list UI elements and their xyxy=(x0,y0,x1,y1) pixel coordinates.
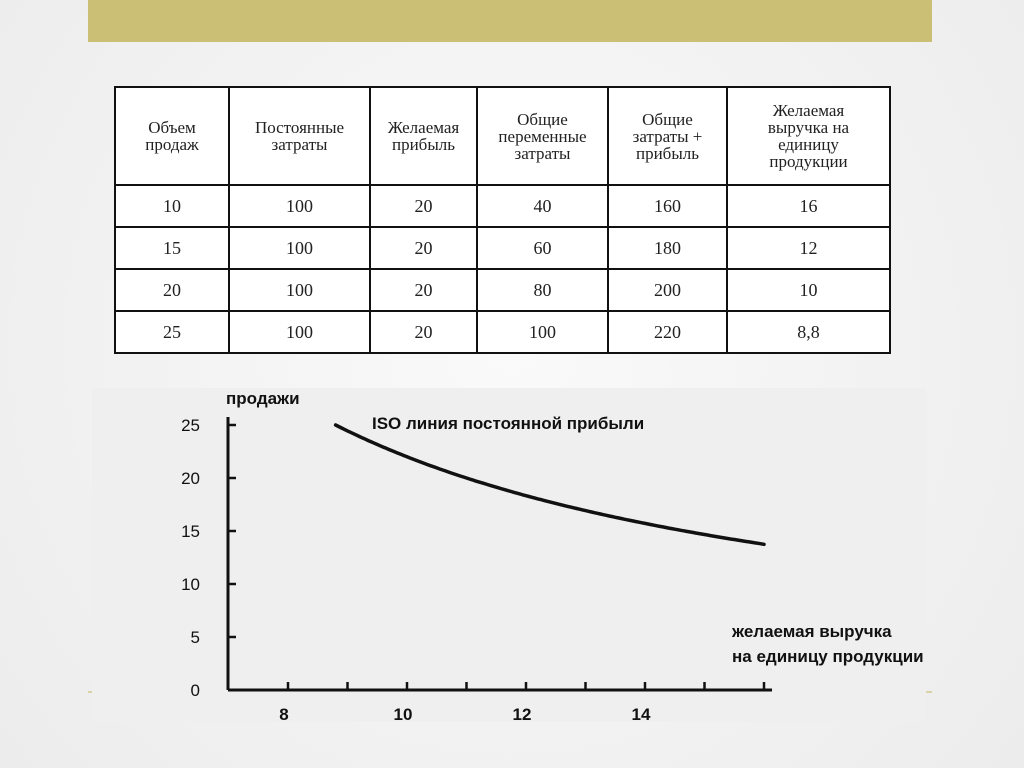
table-cell: 180 xyxy=(608,227,727,269)
iso-profit-curve xyxy=(336,425,764,544)
data-table-container xyxy=(114,86,891,354)
table-row xyxy=(115,311,890,353)
table-cell: 10 xyxy=(727,269,890,311)
header-total-costs-plus-profit: Общие затраты + прибыль xyxy=(608,87,727,185)
y-tick-label: 10 xyxy=(181,575,200,594)
x-tick-label: 12 xyxy=(512,705,532,722)
chart-panel xyxy=(92,388,926,722)
table-cell: 100 xyxy=(229,227,370,269)
table-cell: 20 xyxy=(370,311,477,353)
x-axis-label xyxy=(731,622,924,666)
table-cell: 160 xyxy=(608,185,727,227)
x-tick-label: 8 xyxy=(279,705,289,722)
x-tick-label: 14 xyxy=(631,705,651,722)
table-cell: 10 xyxy=(115,185,229,227)
table-cell: 40 xyxy=(477,185,608,227)
table-cell: 12 xyxy=(727,227,890,269)
table-row xyxy=(115,227,890,269)
x-tick-label: 10 xyxy=(393,705,413,722)
table-row xyxy=(115,185,890,227)
y-tick-label: 5 xyxy=(190,628,200,647)
header-total-variable-costs: Общие переменные затраты xyxy=(477,87,608,185)
header-desired-profit: Желаемая прибыль xyxy=(370,87,477,185)
table-cell: 20 xyxy=(370,185,477,227)
table-cell: 16 xyxy=(727,185,890,227)
y-tick-label: 20 xyxy=(181,469,200,488)
x-axis-label-line: на единицу продукции xyxy=(732,647,924,666)
header-fixed-costs: Постоянные затраты xyxy=(229,87,370,185)
y-tick-label: 15 xyxy=(181,522,200,541)
iso-profit-chart xyxy=(92,388,926,722)
table-row xyxy=(115,269,890,311)
slide-divider-right xyxy=(926,691,932,693)
y-tick-label: 25 xyxy=(181,416,200,435)
table-cell: 8,8 xyxy=(727,311,890,353)
table-cell: 220 xyxy=(608,311,727,353)
data-table xyxy=(114,86,891,354)
table-cell: 20 xyxy=(370,269,477,311)
header-desired-revenue-per-unit: Желаемая выручка на единицу продукции xyxy=(727,87,890,185)
table-cell: 60 xyxy=(477,227,608,269)
y-axis-label: продажи xyxy=(226,389,300,408)
table-cell: 100 xyxy=(229,311,370,353)
table-cell: 100 xyxy=(229,185,370,227)
table-cell: 80 xyxy=(477,269,608,311)
table-cell: 25 xyxy=(115,311,229,353)
table-cell: 100 xyxy=(477,311,608,353)
table-cell: 20 xyxy=(370,227,477,269)
table-cell: 20 xyxy=(115,269,229,311)
x-axis-label-line: желаемая выручка xyxy=(732,622,892,641)
table-header-row xyxy=(115,87,890,185)
curve-label: ISO линия постоянной прибыли xyxy=(372,414,645,433)
header-sales-volume: Объем продаж xyxy=(115,87,229,185)
table-cell: 100 xyxy=(229,269,370,311)
title-accent-bar xyxy=(88,0,932,42)
table-cell: 200 xyxy=(608,269,727,311)
table-cell: 15 xyxy=(115,227,229,269)
y-tick-label: 0 xyxy=(190,681,200,700)
